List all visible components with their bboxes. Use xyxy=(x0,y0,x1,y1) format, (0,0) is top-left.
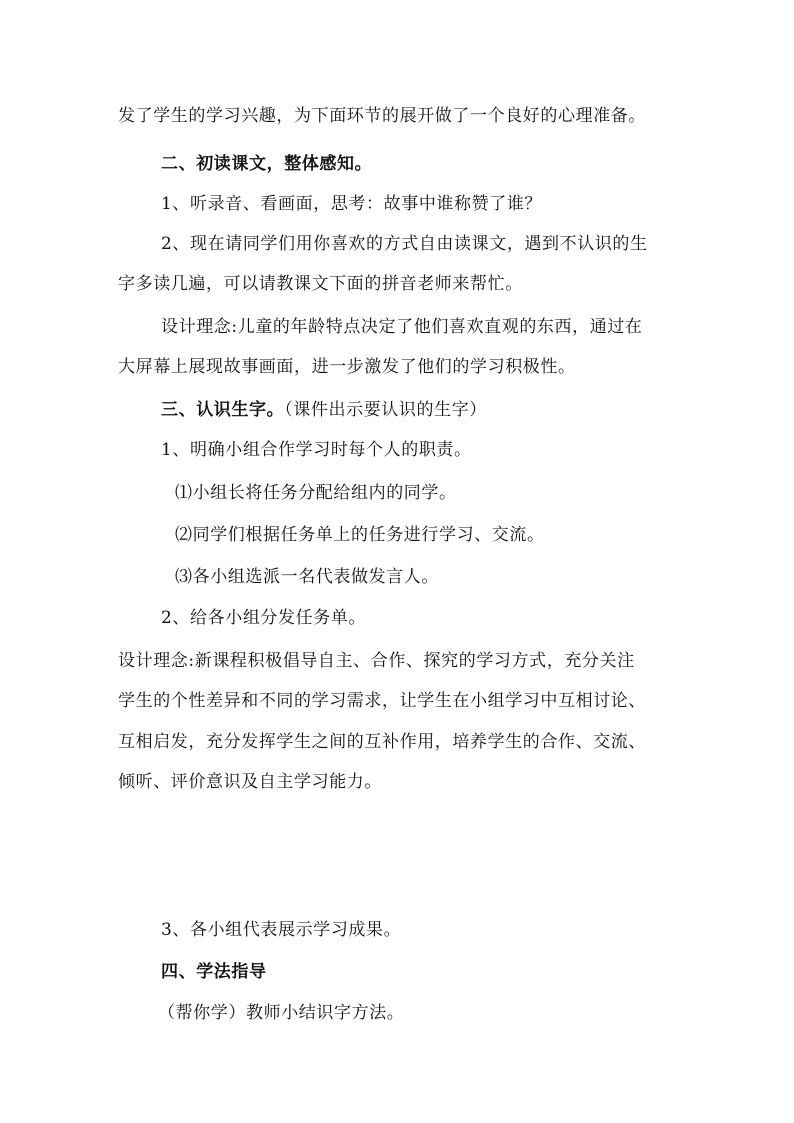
list-item: 2、现在请同学们用你喜欢的方式自由读课文，遇到不认识的生 xyxy=(161,234,648,254)
section-heading-3-title: 三、认识生字。 xyxy=(161,400,285,420)
sub-item: ⑶各小组选派一名代表做发言人。 xyxy=(175,567,439,587)
list-item: 1、听录音、看画面，思考：故事中谁称赞了谁？ xyxy=(161,194,543,214)
design-note: 设计理念:儿童的年龄特点决定了他们喜欢直观的东西，通过在 xyxy=(161,317,643,337)
section-heading-2: 二、初读课文，整体感知。 xyxy=(161,154,373,174)
paragraph: （帮你学）教师小结识字方法。 xyxy=(158,1003,405,1023)
design-note: 设计理念:新课程积极倡导自主、合作、探究的学习方式，充分关注 xyxy=(118,651,635,671)
section-heading-3-note: （课件出示要认识的生字） xyxy=(284,400,487,420)
section-heading-3 xyxy=(161,398,487,422)
design-note-continuation: 倾听、评价意识及自主学习能力。 xyxy=(118,772,382,792)
sub-item: ⑵同学们根据任务单上的任务进行学习、交流。 xyxy=(175,525,545,545)
sub-item: ⑴小组长将任务分配给组内的同学。 xyxy=(175,483,457,503)
list-item: 1、明确小组合作学习时每个人的职责。 xyxy=(161,440,472,460)
list-item-continuation: 字多读几遍，可以请教课文下面的拼音老师来帮忙。 xyxy=(118,274,523,294)
design-note-continuation: 学生的个性差异和不同的学习需求，让学生在小组学习中互相讨论、 xyxy=(118,691,646,711)
list-item: 3、各小组代表展示学习成果。 xyxy=(161,920,402,940)
design-note-continuation: 大屏幕上展现故事画面，进一步激发了他们的学习积极性。 xyxy=(118,357,576,377)
paragraph-continuation: 发了学生的学习兴趣，为下面环节的展开做了一个良好的心理准备。 xyxy=(118,106,646,126)
design-note-continuation: 互相启发，充分发挥学生之间的互补作用，培养学生的合作、交流、 xyxy=(118,732,646,752)
section-heading-4: 四、学法指导 xyxy=(161,962,267,982)
list-item: 2、给各小组分发任务单。 xyxy=(161,608,367,628)
